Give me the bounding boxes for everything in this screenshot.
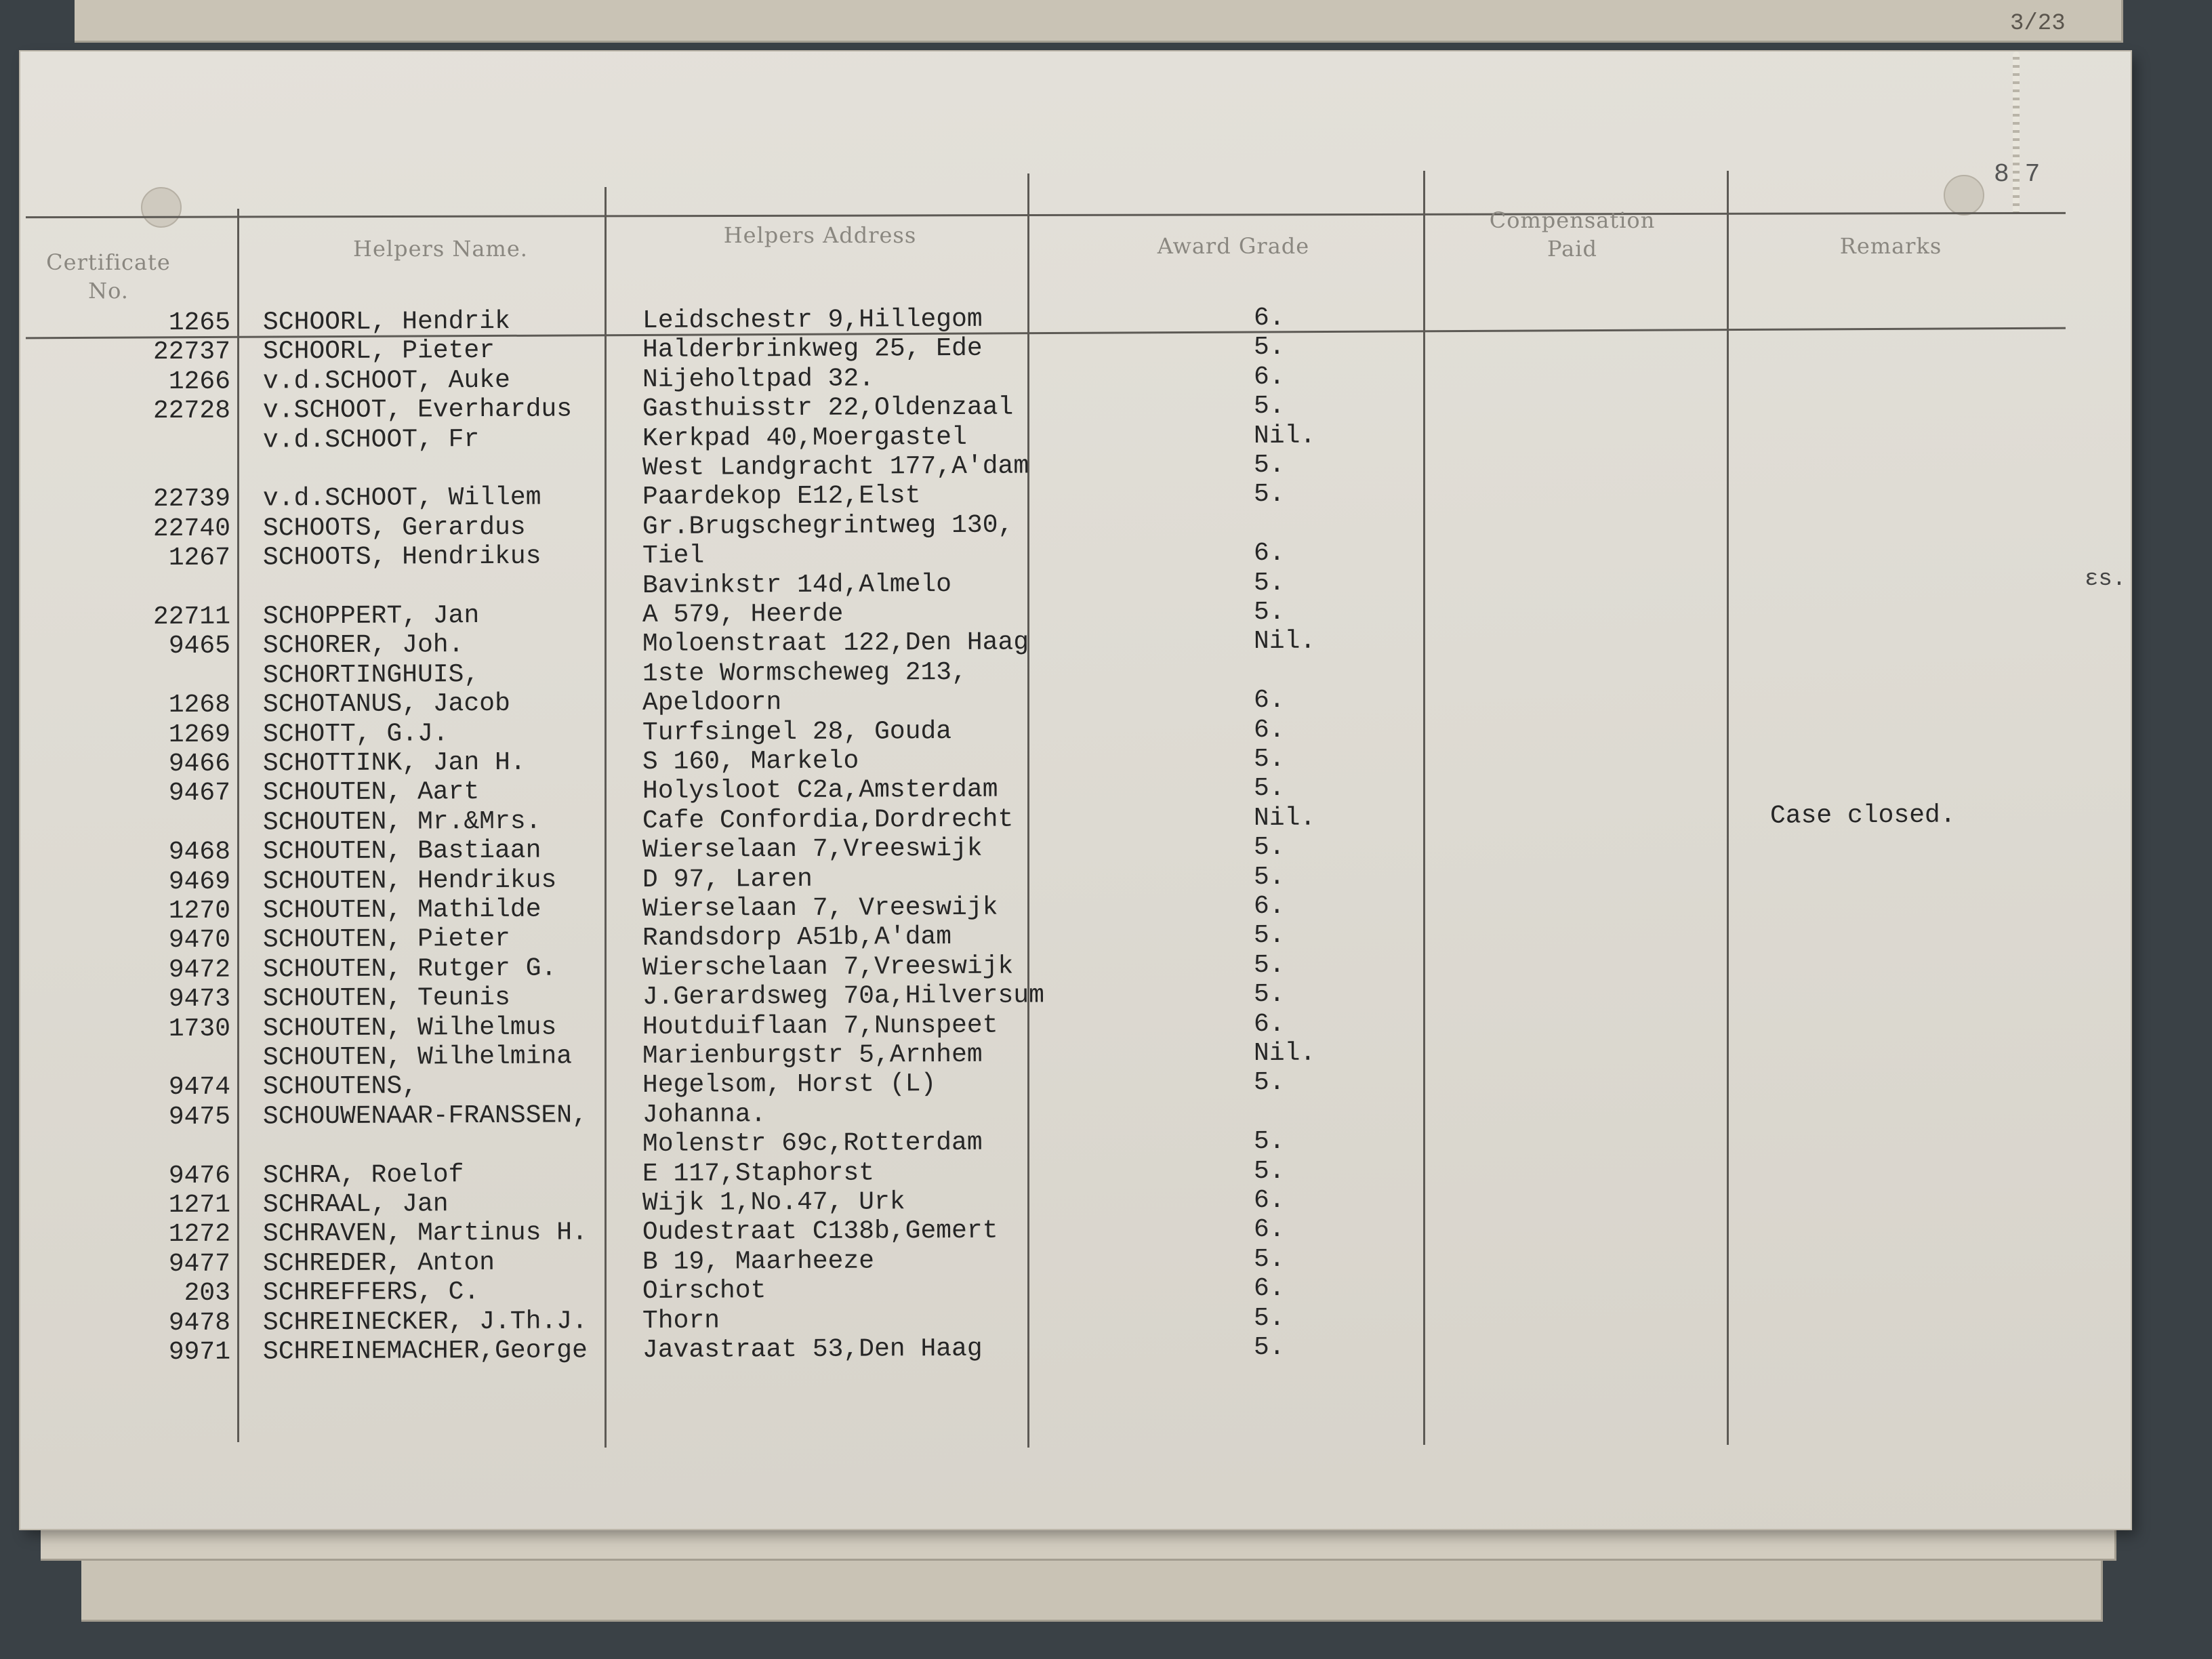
header-certificate: Certificate No.	[46, 249, 171, 304]
certificate-number: 9469	[168, 867, 231, 897]
header-name: Helpers Name.	[353, 236, 528, 262]
award-grade: 5.	[1253, 1332, 1285, 1363]
helper-name: SCHOUTEN, Bastiaan	[262, 836, 541, 867]
certificate-number: 1272	[168, 1220, 231, 1250]
file-number: 3/23	[2010, 11, 2066, 37]
certificate-number: 1266	[168, 367, 231, 396]
helper-name: SCHOUTEN, Hendrikus	[262, 865, 557, 897]
award-grade: 6.	[1253, 362, 1285, 392]
helper-address: Gasthuisstr 22,Oldenzaal	[642, 392, 1014, 424]
helper-address: Gr.Brugschegrintweg 130,	[642, 510, 1014, 541]
helper-address: West Landgracht 177,A'dam	[642, 451, 1029, 483]
certificate-number: 9470	[168, 926, 231, 956]
helper-name: SCHOPPERT, Jan	[262, 601, 480, 632]
helper-name: v.d.SCHOOT, Auke	[262, 365, 510, 396]
edge-text: ɛs.	[2085, 567, 2127, 592]
certificate-number: 22739	[152, 485, 231, 514]
certificate-number: 22728	[152, 396, 231, 426]
award-grade: 5.	[1253, 1068, 1285, 1098]
award-grade: 5.	[1253, 862, 1285, 892]
helper-address: Oirschot	[642, 1276, 766, 1307]
helper-address: Wierschelaan 7,Vreeswijk	[642, 951, 1014, 983]
helper-address: Halderbrinkweg 25, Ede	[642, 334, 983, 365]
helper-address: Molenstr 69c,Rotterdam	[642, 1128, 983, 1160]
certificate-number: 9466	[168, 749, 231, 779]
award-grade: 5.	[1253, 744, 1285, 775]
page-number: 8 7	[1994, 160, 2041, 189]
award-grade: 5.	[1253, 597, 1285, 628]
award-grade: 5.	[1253, 450, 1285, 480]
helper-name: SCHOUWENAAR-FRANSSEN,	[262, 1101, 588, 1132]
helper-name: SCHRA, Roelof	[262, 1160, 464, 1191]
award-grade: 6.	[1253, 715, 1285, 745]
award-grade: 5.	[1253, 1303, 1285, 1333]
helper-address: Moloenstraat 122,Den Haag	[642, 628, 1029, 659]
helper-address: Leidschestr 9,Hillegom	[642, 304, 983, 335]
remarks-text: Case closed.	[1769, 800, 1956, 831]
helper-address: B 19, Maarheeze	[642, 1246, 875, 1277]
certificate-number: 203	[184, 1278, 231, 1309]
helper-address: E 117,Staphorst	[642, 1158, 875, 1189]
helper-name: SCHOUTEN, Mr.&Mrs.	[262, 806, 541, 838]
certificate-number: 1269	[168, 720, 231, 750]
helper-address: Thorn	[642, 1306, 720, 1336]
award-grade: 5.	[1253, 333, 1285, 363]
helper-name: SCHOTTINK, Jan H.	[262, 747, 526, 779]
helper-name: SCHOUTEN, Rutger G.	[262, 954, 557, 985]
helper-name: SCHREINECKER, J.Th.J.	[262, 1306, 588, 1338]
helper-name: v.d.SCHOOT, Willem	[262, 483, 541, 514]
helper-name: SCHRAVEN, Martinus H.	[262, 1218, 588, 1249]
helper-name: SCHREDER, Anton	[262, 1248, 495, 1279]
certificate-number: 22711	[152, 602, 231, 632]
col-divider-3	[1027, 173, 1029, 1448]
helper-address: Holysloot C2a,Amsterdam	[642, 775, 998, 806]
helper-name: SCHREINEMACHER,George	[262, 1336, 588, 1367]
helper-address: Bavinkstr 14d,Almelo	[642, 569, 952, 600]
helper-address: D 97, Laren	[642, 864, 813, 895]
award-grade: 6.	[1253, 686, 1285, 716]
helper-address: Apeldoorn	[642, 688, 782, 718]
certificate-number: 1730	[168, 1014, 231, 1044]
award-grade: Nil.	[1253, 1038, 1316, 1069]
helper-address: Johanna.	[642, 1099, 766, 1130]
helper-name: SCHRAAL, Jan	[262, 1189, 449, 1220]
helper-address: Wijk 1,No.47, Urk	[642, 1187, 905, 1218]
award-grade: 5.	[1253, 568, 1285, 598]
award-grade: 6.	[1253, 1215, 1285, 1245]
award-grade: 5.	[1253, 480, 1285, 510]
helper-address: A 579, Heerde	[642, 599, 844, 630]
award-grade: 5.	[1253, 774, 1285, 804]
helper-name: SCHOOTS, Gerardus	[262, 512, 526, 544]
award-grade: 5.	[1253, 833, 1285, 863]
helper-address: Kerkpad 40,Moergastel	[642, 422, 967, 453]
punch-hole-right	[1944, 175, 1984, 216]
helper-name: v.SCHOOT, Everhardus	[262, 394, 573, 426]
award-grade: 5.	[1253, 980, 1285, 1010]
helper-address: Javastraat 53,Den Haag	[642, 1334, 983, 1365]
col-divider-2	[605, 187, 607, 1448]
certificate-number: 1271	[168, 1190, 231, 1221]
certificate-number: 9475	[168, 1102, 231, 1132]
helper-address: 1ste Wormscheweg 213,	[642, 657, 967, 689]
award-grade: 6.	[1253, 1185, 1285, 1216]
helper-name: SCHREFFERS, C.	[262, 1277, 480, 1308]
certificate-number: 9468	[168, 837, 231, 867]
award-grade: 5.	[1253, 392, 1285, 422]
certificate-number: 9472	[168, 955, 231, 985]
binding-string	[2013, 52, 2020, 214]
helper-name: SCHOUTENS,	[262, 1071, 418, 1102]
helper-address: Tiel	[642, 541, 705, 571]
award-grade: 5.	[1253, 921, 1285, 951]
helper-name: SCHORTINGHUIS,	[262, 659, 480, 691]
certificate-number: 9467	[168, 779, 231, 808]
helper-name: SCHOUTEN, Pieter	[262, 924, 510, 955]
col-divider-5	[1727, 171, 1729, 1445]
award-grade: 5.	[1253, 1244, 1285, 1274]
col-divider-1	[237, 209, 239, 1442]
award-grade: 5.	[1253, 1156, 1285, 1186]
certificate-number	[129, 455, 230, 456]
certificate-number: 9477	[168, 1249, 231, 1279]
helper-name: SCHOOTS, Hendrikus	[262, 541, 541, 573]
certificate-number: 9473	[168, 984, 231, 1015]
certificate-number: 9465	[168, 632, 231, 661]
helper-address: Randsdorp A51b,A'dam	[642, 922, 952, 954]
award-grade: Nil.	[1253, 421, 1316, 451]
header-award: Award Grade	[1157, 233, 1310, 259]
helper-address: Oudestraat C138b,Gemert	[642, 1216, 998, 1248]
helper-name: SCHOUTEN, Teunis	[262, 983, 510, 1014]
header-top-rule	[26, 212, 2066, 218]
helper-address: Houtduiflaan 7,Nunspeet	[642, 1010, 998, 1042]
header-compensation: Compensation Paid	[1489, 207, 1656, 262]
header-address: Helpers Address	[723, 222, 917, 248]
document-page	[20, 52, 2131, 1529]
certificate-number: 1265	[168, 308, 231, 338]
helper-address: Cafe Confordia,Dordrecht	[642, 804, 1014, 836]
header-remarks: Remarks	[1839, 233, 1942, 259]
award-grade: Nil.	[1253, 803, 1316, 833]
helper-address: Paardekop E12,Elst	[642, 481, 921, 512]
helper-address: Hegelsom, Horst (L)	[642, 1069, 937, 1101]
award-grade: 5.	[1253, 950, 1285, 980]
certificate-number: 1267	[168, 543, 231, 573]
helper-name: SCHOUTEN, Wilhelmus	[262, 1012, 557, 1044]
helper-name: SCHORER, Joh.	[262, 630, 464, 661]
certificate-number: 9478	[168, 1308, 231, 1338]
helper-address: Marienburgstr 5,Arnhem	[642, 1040, 983, 1071]
award-grade: 6.	[1253, 539, 1285, 569]
helper-name: SCHOUTEN, Mathilde	[262, 895, 541, 926]
helper-name: SCHOORL, Pieter	[262, 336, 495, 367]
helper-name: SCHOUTEN, Aart	[262, 777, 480, 808]
certificate-number: 1270	[168, 896, 231, 926]
certificate-number: 9971	[168, 1337, 231, 1368]
helper-name: SCHOTT, G.J.	[262, 718, 449, 750]
award-grade: 6.	[1253, 303, 1285, 333]
helper-address: Wierselaan 7, Vreeswijk	[642, 893, 998, 924]
helper-address: J.Gerardsweg 70a,Hilversum	[642, 981, 1044, 1012]
col-divider-4	[1423, 171, 1425, 1445]
certificate-number: 22737	[152, 337, 231, 367]
helper-name: SCHOUTEN, Wilhelmina	[262, 1042, 573, 1073]
certificate-number: 9476	[168, 1161, 231, 1191]
certificate-number: 22740	[152, 514, 231, 544]
helper-address: S 160, Markelo	[642, 746, 859, 777]
helper-address: Wierselaan 7,Vreeswijk	[642, 834, 983, 865]
helper-address: Turfsingel 28, Gouda	[642, 716, 952, 747]
certificate-number: 1268	[168, 690, 231, 720]
helper-name: SCHOORL, Hendrik	[262, 306, 510, 337]
helper-address: Nijeholtpad 32.	[642, 364, 875, 394]
helper-name: v.d.SCHOOT, Fr	[262, 424, 480, 455]
award-grade: 6.	[1253, 891, 1285, 922]
certificate-number: 9474	[168, 1073, 231, 1103]
punch-hole-left	[141, 187, 182, 228]
award-grade: 5.	[1253, 1127, 1285, 1157]
award-grade: 6.	[1253, 1009, 1285, 1039]
back-sheet-top	[75, 0, 2123, 43]
award-grade: Nil.	[1253, 627, 1316, 657]
award-grade: 6.	[1253, 1274, 1285, 1304]
helper-name: SCHOTANUS, Jacob	[262, 689, 510, 720]
